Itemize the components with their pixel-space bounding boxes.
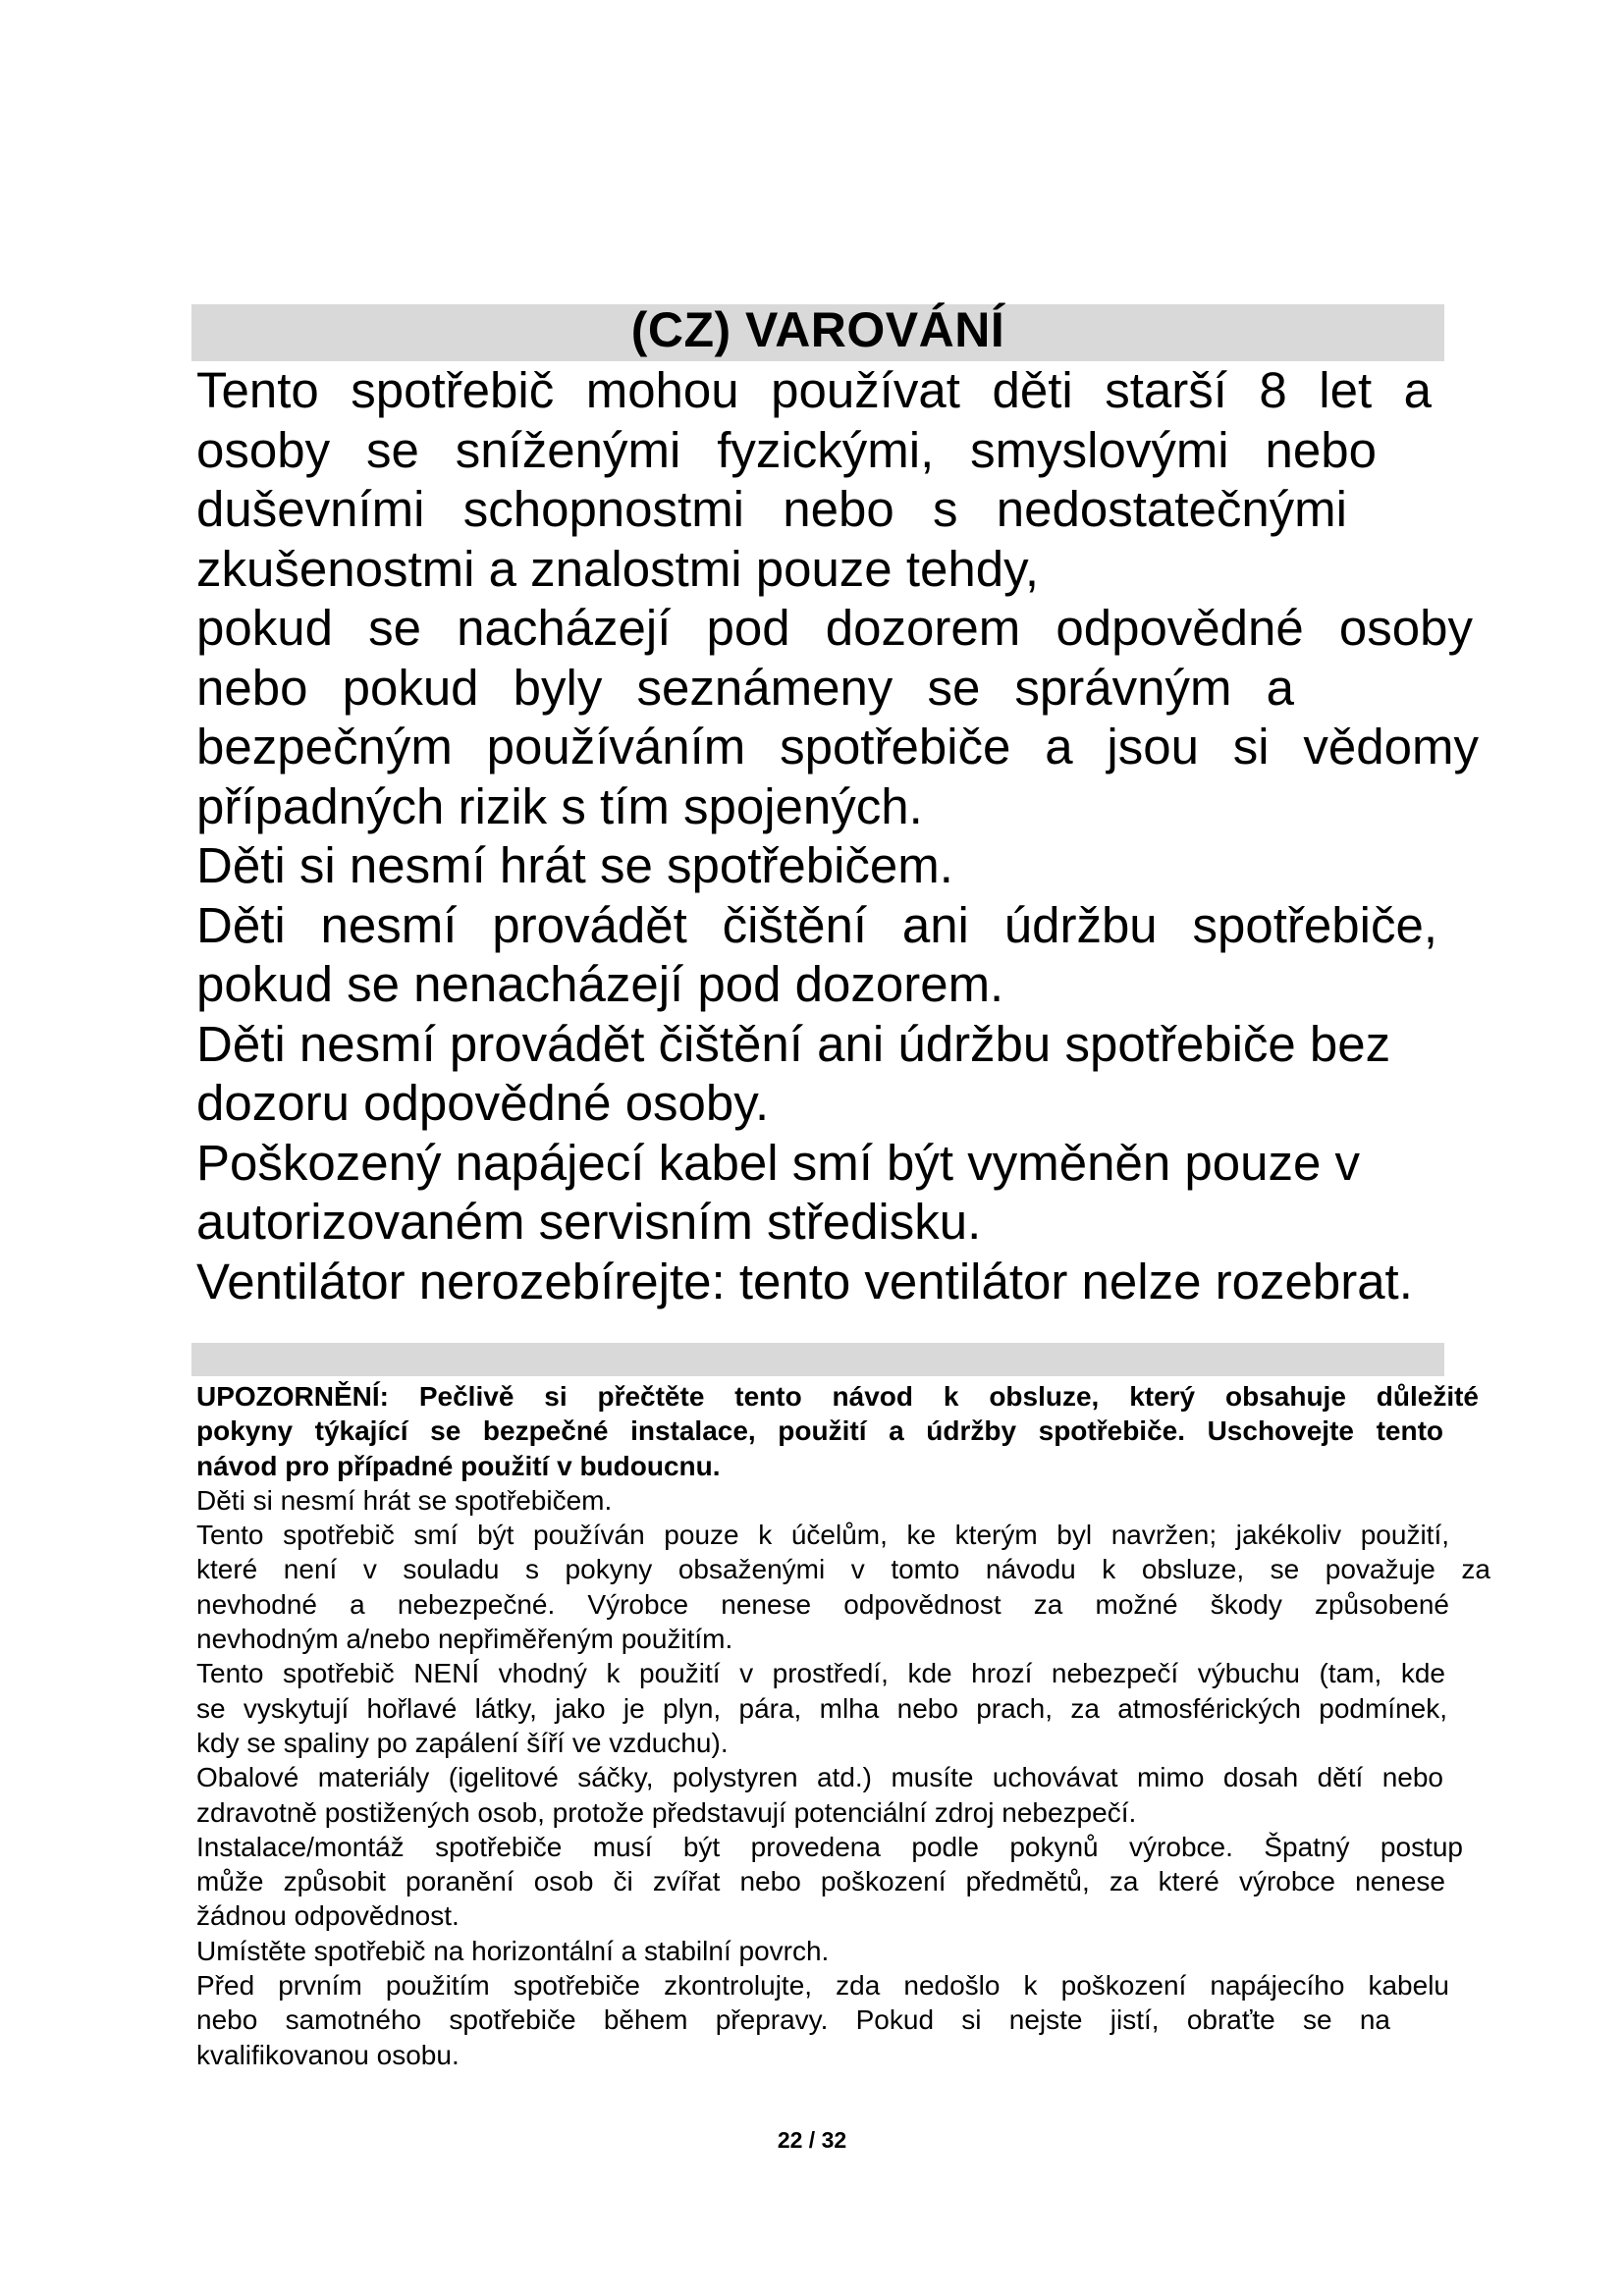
notice-line: se vyskytují hořlavé látky, jako je plyn, pára, mlha nebo prach, za atmosférických podmínek, [196,1692,1447,1724]
notice-line: může způsobit poranění osob či zvířat nebo poškození předmětů, za které výrobce nenese [196,1866,1445,1897]
warning-line: Poškozený napájecí kabel smí být vyměněn pouze v [196,1134,1360,1191]
notice-bold-line: pokyny týkající se bezpečné instalace, použití a údržby spotřebiče. Uschovejte tento [196,1415,1443,1447]
warning-line: bezpečným používáním spotřebiče a jsou si vědomy [196,719,1479,774]
warning-line: případných rizik s tím spojených. [196,777,923,834]
warning-line: duševními schopnostmi nebo s nedostatečnými [196,481,1347,537]
notice-line: Děti si nesmí hrát se spotřebičem. [196,1484,613,1516]
notice-line: Obalové materiály (igelitové sáčky, polystyren atd.) musíte uchovávat mimo dosah dětí nebo [196,1762,1443,1793]
warning-line: zkušenostmi a znalostmi pouze tehdy, [196,540,1039,597]
page-title: (CZ) VAROVÁNÍ [630,302,1005,357]
notice-line: nevhodné a nebezpečné. Výrobce nenese odpovědnost za možné škody způsobené [196,1588,1449,1620]
warning-line: pokud se nenacházejí pod dozorem. [196,956,1004,1012]
notice-line: Tento spotřebič NENÍ vhodný k použití v prostředí, kde hrozí nebezpečí výbuchu (tam, kde [196,1658,1445,1689]
notice-line: Před prvním použitím spotřebiče zkontrolujte, zda nedošlo k poškození napájecího kabelu [196,1970,1449,2002]
notice-line: zdravotně postižených osob, protože představují potenciální zdroj nebezpečí. [196,1796,1137,1828]
warning-line: nebo pokud byly seznámeny se správným a [196,659,1294,716]
notice-line: žádnou odpovědnost. [196,1900,460,1932]
warning-line: Děti si nesmí hrát se spotřebičem. [196,837,953,893]
warning-text-block [196,361,1492,1311]
warning-line: Ventilátor nerozebírejte: tento ventilátor nelze rozebrat. [196,1253,1413,1309]
notice-line: kdy se spaliny po zapálení šíří ve vzduchu). [196,1727,729,1758]
warning-line: Tento spotřebič mohou používat děti starší 8 let a [196,362,1432,418]
notice-bold-line: návod pro případné použití v budoucnu. [196,1450,721,1481]
notice-line: Instalace/montáž spotřebiče musí být provedena podle pokynů výrobce. Špatný postup [196,1831,1463,1862]
notice-text-block [196,1379,1490,2072]
notice-line: Umístěte spotřebič na horizontální a stabilní povrch. [196,1935,830,1966]
warning-line: Děti nesmí provádět čištění ani údržbu spotřebiče, [196,896,1437,953]
page-number: 22 / 32 [777,2127,847,2153]
warning-line: Děti nesmí provádět čištění ani údržbu spotřebiče bez [196,1015,1391,1072]
warning-line: autorizovaném servisním středisku. [196,1194,982,1250]
notice-line: nebo samotného spotřebiče během přepravy. Pokud si nejste jistí, obraťte se na [196,2004,1390,2036]
warning-line: dozoru odpovědné osoby. [196,1075,770,1131]
notice-line: kvalifikovanou osobu. [196,2039,460,2070]
notice-line: které není v souladu s pokyny obsaženými v tomto návodu k obsluze, se považuje za [196,1554,1490,1585]
notice-bold-line: UPOZORNĚNÍ: Pečlivě si přečtěte tento návod k obsluze, který obsahuje důležité [196,1381,1479,1412]
notice-line: Tento spotřebič smí být používán pouze k účelům, ke kterým byl navržen; jakékoliv použití, [196,1520,1449,1551]
section-shaded-bar [191,1343,1444,1376]
warning-line: pokud se nacházejí pod dozorem odpovědné osoby [196,600,1473,656]
notice-line: nevhodným a/nebo nepřiměřeným použitím. [196,1624,733,1655]
warning-line: osoby se sníženými fyzickými, smyslovými nebo [196,421,1377,478]
